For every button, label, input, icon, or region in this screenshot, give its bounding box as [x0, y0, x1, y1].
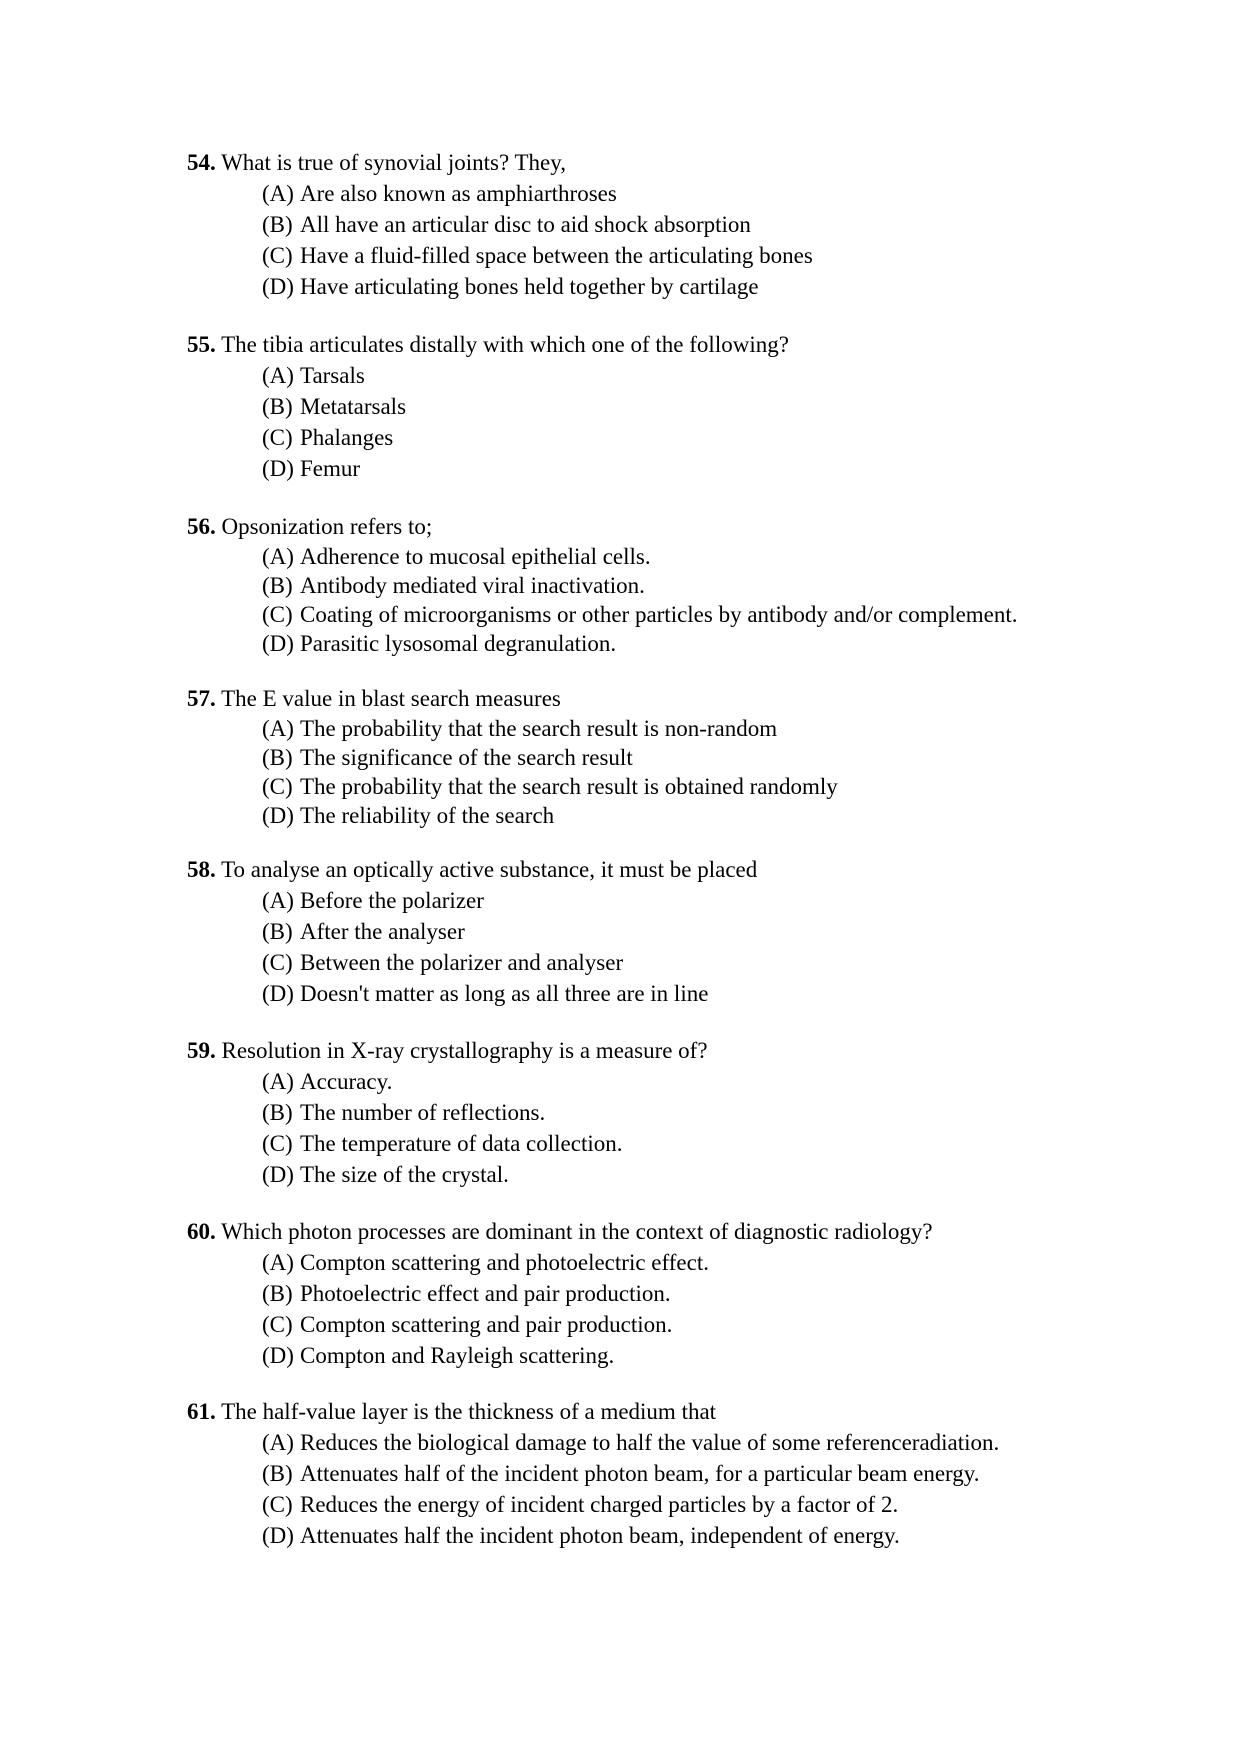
- option-list: [187, 1247, 1187, 1371]
- option-text: Photoelectric effect and pair production.: [300, 1281, 671, 1306]
- question-54: [187, 148, 1187, 302]
- option-letter: (D): [262, 803, 294, 828]
- question-60: [187, 1217, 1187, 1371]
- option-text: The probability that the search result is non-random: [300, 716, 778, 741]
- option-b: [262, 1278, 1187, 1309]
- option-letter: (B): [262, 394, 293, 419]
- option-letter: (A): [262, 544, 294, 569]
- question-stem: [187, 1217, 1187, 1247]
- question-text: The E value in blast search measures: [221, 686, 561, 711]
- question-text: Opsonization refers to;: [221, 514, 433, 539]
- option-b: [262, 209, 1187, 240]
- option-text: Before the polarizer: [300, 888, 484, 913]
- option-text: After the analyser: [300, 919, 465, 944]
- option-b: [262, 391, 1187, 422]
- option-c: [262, 772, 1187, 801]
- option-list: [187, 714, 1187, 830]
- option-text: Attenuates half of the incident photon beam, for a particular beam energy.: [300, 1461, 980, 1486]
- question-text: The tibia articulates distally with which one of the following?: [221, 332, 789, 357]
- option-list: [187, 178, 1187, 302]
- option-list: [187, 542, 1187, 658]
- question-59: [187, 1036, 1187, 1190]
- question-56: [187, 512, 1187, 658]
- question-text: To analyse an optically active substance, it must be placed: [221, 857, 758, 882]
- option-text: Phalanges: [300, 425, 394, 450]
- option-a: [262, 885, 1187, 916]
- option-text: Have articulating bones held together by cartilage: [300, 274, 759, 299]
- option-list: [187, 885, 1187, 1009]
- option-d: [262, 629, 1187, 658]
- option-c: [262, 1128, 1187, 1159]
- question-61: [187, 1397, 1187, 1551]
- question-stem: [187, 1036, 1187, 1066]
- option-a: [262, 1066, 1187, 1097]
- question-stem: [187, 684, 1187, 714]
- option-letter: (A): [262, 181, 294, 206]
- question-number: 60.: [187, 1219, 216, 1244]
- option-text: Metatarsals: [300, 394, 407, 419]
- option-letter: (D): [262, 631, 294, 656]
- option-text: All have an articular disc to aid shock absorption: [300, 212, 751, 237]
- option-letter: (D): [262, 1162, 294, 1187]
- question-number: 61.: [187, 1399, 216, 1424]
- option-list: [187, 1427, 1187, 1551]
- option-letter: (A): [262, 363, 294, 388]
- option-text: The temperature of data collection.: [300, 1131, 623, 1156]
- option-a: [262, 360, 1187, 391]
- option-d: [262, 801, 1187, 830]
- option-text: The number of reflections.: [300, 1100, 546, 1125]
- option-text: Doesn't matter as long as all three are in line: [300, 981, 709, 1006]
- option-text: Femur: [300, 456, 361, 481]
- option-letter: (D): [262, 274, 294, 299]
- option-b: [262, 916, 1187, 947]
- option-c: [262, 947, 1187, 978]
- question-number: 58.: [187, 857, 216, 882]
- option-c: [262, 240, 1187, 271]
- option-letter: (C): [262, 1131, 293, 1156]
- question-stem: [187, 855, 1187, 885]
- option-d: [262, 1340, 1187, 1371]
- option-letter: (D): [262, 456, 294, 481]
- option-text: Tarsals: [300, 363, 365, 388]
- option-letter: (C): [262, 950, 293, 975]
- option-a: [262, 1247, 1187, 1278]
- question-58: [187, 855, 1187, 1009]
- option-text: The reliability of the search: [300, 803, 555, 828]
- question-stem: [187, 512, 1187, 542]
- question-number: 59.: [187, 1038, 216, 1063]
- question-stem: [187, 330, 1187, 360]
- option-b: [262, 1458, 1187, 1489]
- option-d: [262, 1520, 1187, 1551]
- option-letter: (C): [262, 1312, 293, 1337]
- option-d: [262, 1159, 1187, 1190]
- option-list: [187, 1066, 1187, 1190]
- option-a: [262, 178, 1187, 209]
- option-letter: (B): [262, 745, 293, 770]
- option-text: Parasitic lysosomal degranulation.: [300, 631, 617, 656]
- option-b: [262, 571, 1187, 600]
- option-a: [262, 1427, 1187, 1458]
- option-list: [187, 360, 1187, 484]
- option-text: Compton and Rayleigh scattering.: [300, 1343, 615, 1368]
- option-letter: (A): [262, 888, 294, 913]
- option-a: [262, 542, 1187, 571]
- option-text: Compton scattering and photoelectric effect.: [300, 1250, 709, 1275]
- option-letter: (A): [262, 1250, 294, 1275]
- option-text: Antibody mediated viral inactivation.: [300, 573, 645, 598]
- option-text: Between the polarizer and analyser: [300, 950, 624, 975]
- option-text: Are also known as amphiarthroses: [300, 181, 617, 206]
- option-d: [262, 978, 1187, 1009]
- option-text: The size of the crystal.: [300, 1162, 509, 1187]
- option-text: Reduces the energy of incident charged particles by a factor of 2.: [300, 1492, 899, 1517]
- option-c: [262, 1489, 1187, 1520]
- option-letter: (C): [262, 1492, 293, 1517]
- option-letter: (C): [262, 243, 293, 268]
- option-text: Attenuates half the incident photon beam, independent of energy.: [300, 1523, 900, 1548]
- option-letter: (C): [262, 425, 293, 450]
- question-text: The half-value layer is the thickness of a medium that: [221, 1399, 717, 1424]
- question-57: [187, 684, 1187, 830]
- option-letter: (B): [262, 1281, 293, 1306]
- option-b: [262, 743, 1187, 772]
- question-number: 55.: [187, 332, 216, 357]
- option-letter: (B): [262, 1461, 293, 1486]
- option-letter: (D): [262, 1523, 294, 1548]
- option-c: [262, 422, 1187, 453]
- option-letter: (B): [262, 573, 293, 598]
- option-text: Adherence to mucosal epithelial cells.: [300, 544, 651, 569]
- option-text: Reduces the biological damage to half the value of some referenceradiation.: [300, 1430, 1000, 1455]
- option-letter: (A): [262, 1069, 294, 1094]
- question-text: Which photon processes are dominant in the context of diagnostic radiology?: [221, 1219, 933, 1244]
- option-letter: (D): [262, 1343, 294, 1368]
- option-a: [262, 714, 1187, 743]
- question-number: 54.: [187, 150, 216, 175]
- option-c: [262, 1309, 1187, 1340]
- question-text: What is true of synovial joints? They,: [221, 150, 567, 175]
- option-d: [262, 271, 1187, 302]
- option-d: [262, 453, 1187, 484]
- option-text: Accuracy.: [300, 1069, 393, 1094]
- option-letter: (C): [262, 602, 293, 627]
- question-number: 57.: [187, 686, 216, 711]
- option-letter: (B): [262, 1100, 293, 1125]
- option-text: Coating of microorganisms or other particles by antibody and/or complement.: [300, 602, 1018, 627]
- option-letter: (D): [262, 981, 294, 1006]
- question-stem: [187, 148, 1187, 178]
- option-letter: (B): [262, 919, 293, 944]
- option-letter: (C): [262, 774, 293, 799]
- question-number: 56.: [187, 514, 216, 539]
- option-text: Have a fluid-filled space between the articulating bones: [300, 243, 813, 268]
- option-c: [262, 600, 1187, 629]
- option-text: The significance of the search result: [300, 745, 633, 770]
- option-text: Compton scattering and pair production.: [300, 1312, 673, 1337]
- option-b: [262, 1097, 1187, 1128]
- option-letter: (A): [262, 716, 294, 741]
- option-letter: (B): [262, 212, 293, 237]
- question-stem: [187, 1397, 1187, 1427]
- option-text: The probability that the search result is obtained randomly: [300, 774, 838, 799]
- question-text: Resolution in X-ray crystallography is a measure of?: [221, 1038, 708, 1063]
- question-55: [187, 330, 1187, 484]
- option-letter: (A): [262, 1430, 294, 1455]
